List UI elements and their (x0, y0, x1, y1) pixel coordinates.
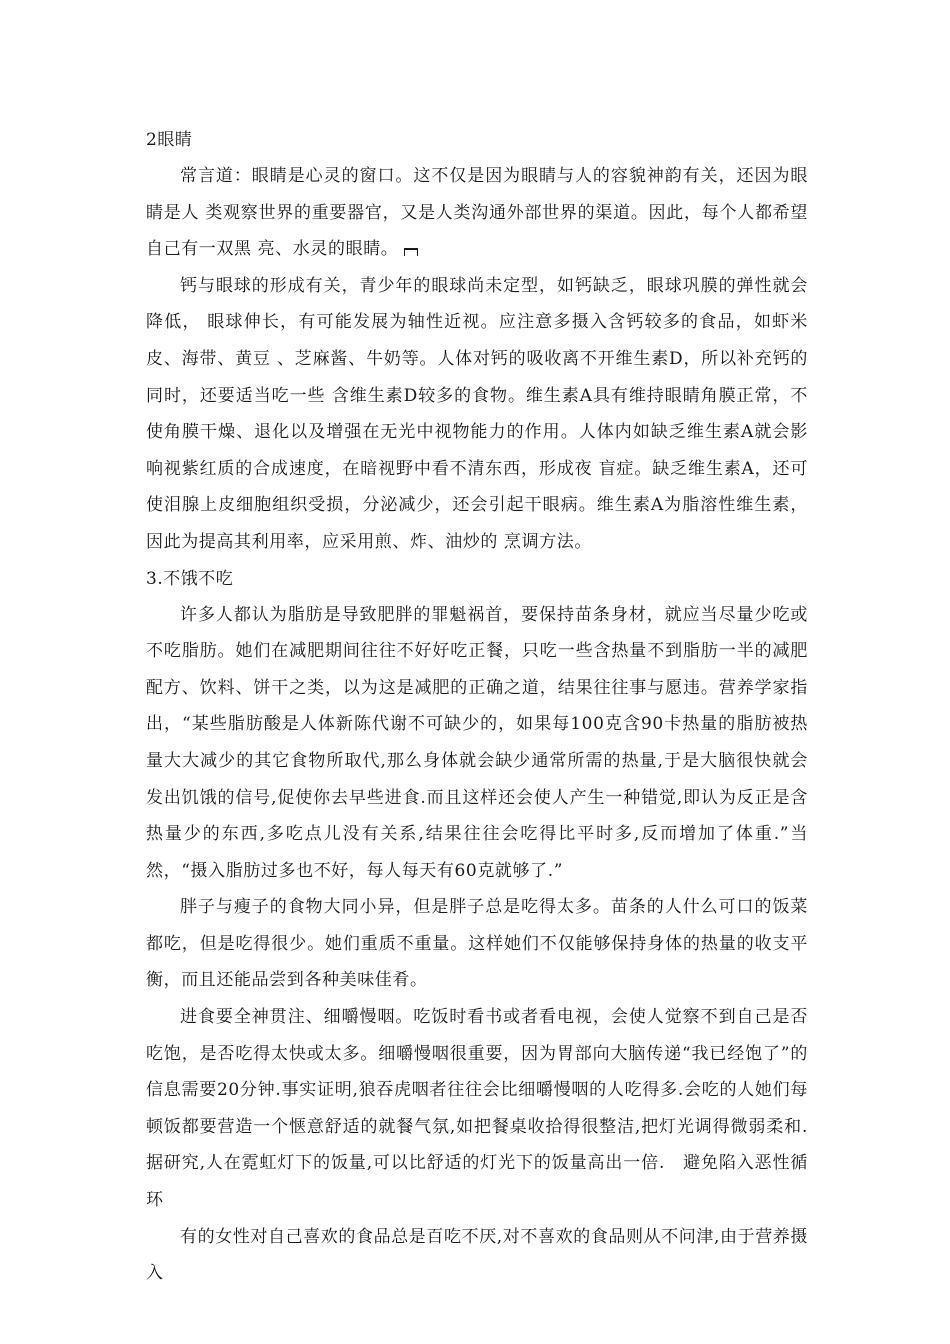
section-heading-eyes: 2眼睛 (146, 130, 193, 150)
paragraph: 有的女性对自己喜欢的食品总是百吃不厌,对不喜欢的食品则从不问津,由于营养摄入 (146, 1226, 809, 1284)
paragraph (146, 158, 808, 268)
paragraph: 钙与眼球的形成有关，青少年的眼球尚未定型，如钙缺乏，眼球巩膜的弹性就会降低， 眼球伸长，有可能发展为轴性近视。应注意多摄入含钙较多的食品，如虾米皮、海带、黄豆 、芝麻酱、牛奶等。人体对钙的吸收离不开维生素D，所以补充钙的同时，还要适当吃一些 含维生素D较多的食物。维生素A具有维持眼睛角膜正常，不使角膜干燥、退化以及增强在无光中视物能力的作用。人体内如缺乏维生素A就会影响视紫红质的合成速度，在暗视野中看不清东西，形成夜 盲症。缺乏维生素A，还可使泪腺上皮细胞组织受损，分泌减少，还会引起干眼病。维生素A为脂溶性维生素，因此为提高其利用率，应采用煎、炸、油炒的 烹调方法。 (146, 275, 808, 552)
paragraph: 许多人都认为脂肪是导致肥胖的罪魁祸首，要保持苗条身材，就应当尽量少吃或不吃脂肪。她们在减肥期间往往不好好吃正餐，只吃一些含热量不到脂肪一半的减肥配方、饮料、饼干之类，以为这是减肥的正确之道，结果往往事与愿违。营养学家指出，“某些脂肪酸是人体新陈代谢不可缺少的，如果每100克含90卡热量的脂肪被热量大大减少的其它食物所取代,那么身体就会缺少通常所需的热量,于是大脑很快就会发出饥饿的信号,促使你去早些进食.而且这样还会使人产生一种错觉,即认为反正是含热量少的东西,多吃点儿没有关系,结果往往会吃得比平时多,反而增加了体重.”当然，“摄入脂肪过多也不好，每人每天有60克就够了.” (146, 604, 808, 881)
document-body (146, 122, 808, 1292)
section-heading-hunger: 3.不饿不吃 (146, 568, 234, 589)
paragraph: 进食要全神贯注、细嚼慢咽。吃饭时看书或者看电视，会使人觉察不到自己是否吃饱，是否吃得太快或太多。细嚼慢咽很重要，因为胃部向大脑传递“我已经饱了”的信息需要20分钟.事实证明,狼吞虎咽者往往会比细嚼慢咽的人吃得多.会吃的人她们每顿饭都要营造一个惬意舒适的就餐气氛,如把餐桌收拾得很整洁,把灯光调得微弱柔和.据研究,人在霓虹灯下的饭量,可以比舒适的灯光下的饭量高出一倍. 避免陷入恶性循环 (146, 1007, 808, 1211)
bracket-mark-icon (404, 248, 418, 256)
paragraph: 胖子与瘦子的食物大同小异，但是胖子总是吃得太多。苗条的人什么可口的饭菜都吃，但是吃得很少。她们重质不重量。这样她们不仅能够保持身体的热量的收支平衡，而且还能品尝到各种美味佳肴。 (146, 897, 808, 991)
paragraph-text: 常言道：眼睛是心灵的窗口。这不仅是因为眼睛与人的容貌神韵有关，还因为眼睛是人 类观察世界的重要器官，又是人类沟通外部世界的渠道。因此，每个人都希望自己有一双黑 亮、水灵的眼睛。 (146, 166, 808, 260)
